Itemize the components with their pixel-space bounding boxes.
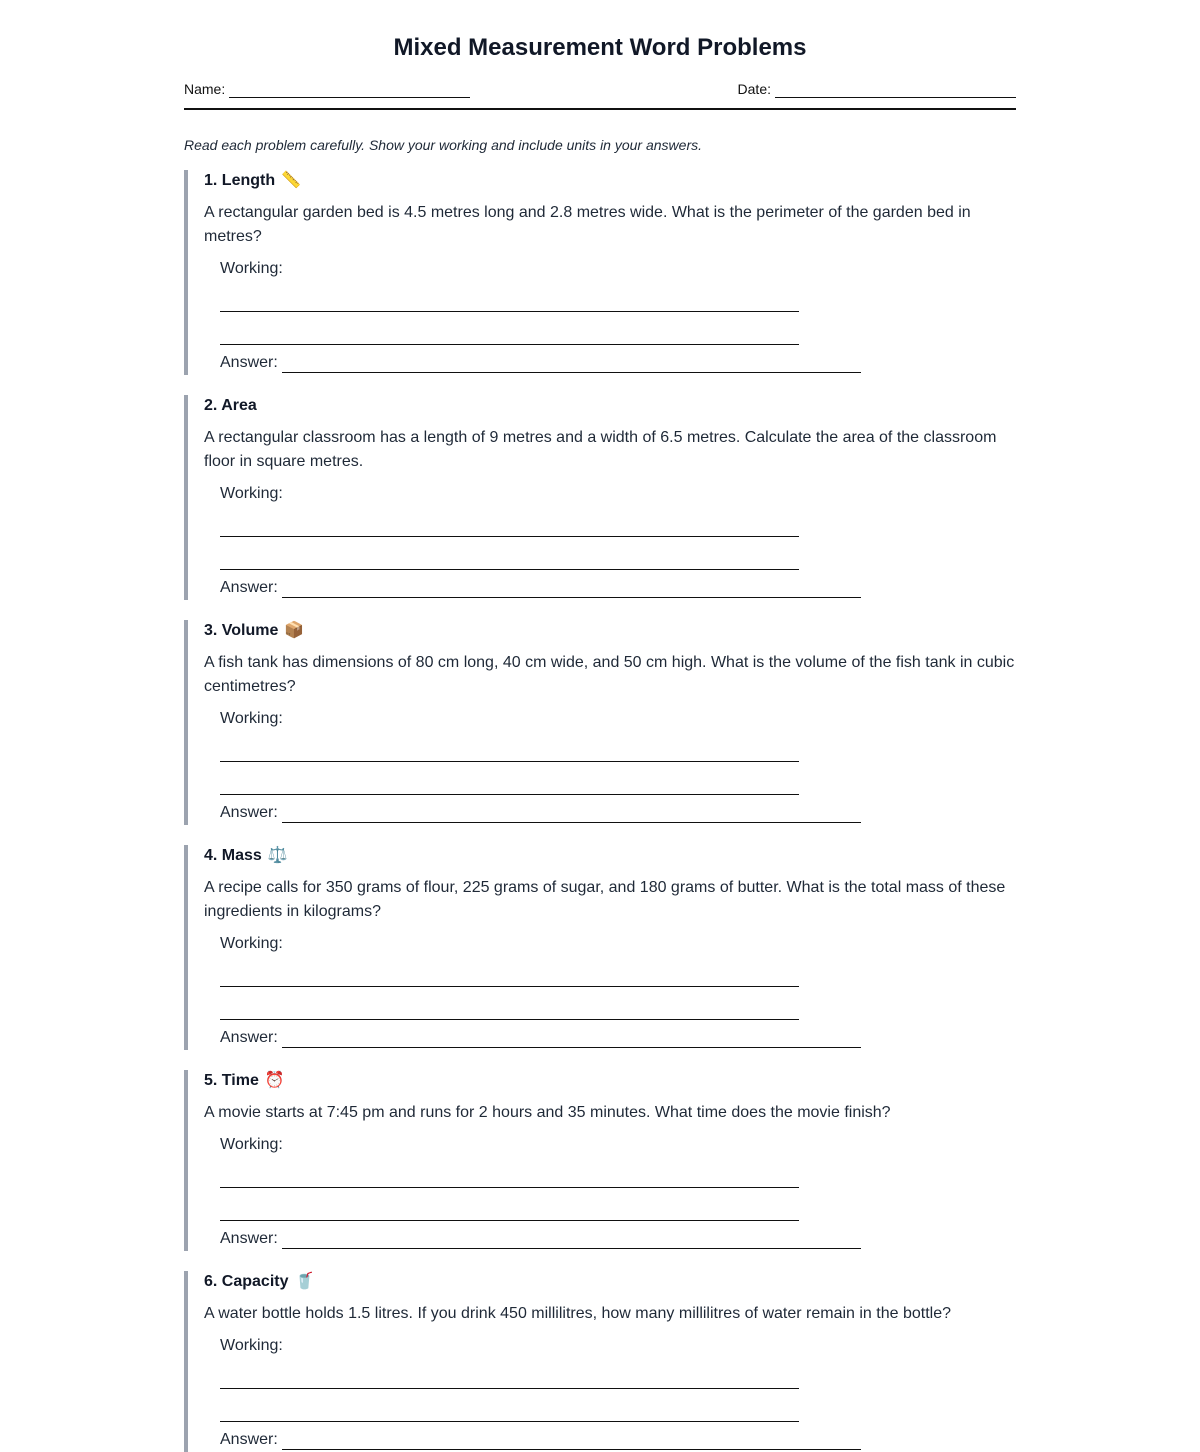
date-blank[interactable] [775, 81, 1016, 98]
answer-blank[interactable] [282, 1230, 861, 1249]
working-label: Working: [220, 1337, 283, 1354]
working-line[interactable] [220, 545, 799, 570]
working-line[interactable] [220, 512, 799, 537]
answer-row [220, 803, 1016, 825]
working-line[interactable] [220, 995, 799, 1020]
answer-label: Answer: [220, 1431, 278, 1448]
problem-heading [204, 396, 1016, 416]
problem-heading [204, 1071, 1016, 1091]
balance-scale-icon: ⚖️ [267, 847, 288, 864]
problem-heading-text: 3. Volume [204, 622, 279, 639]
problem-text: A recipe calls for 350 grams of flour, 225 grams of sugar, and 180 grams of butter. What is the total mass of these ingredients in kilograms? [204, 879, 1006, 920]
worksheet-page [184, 0, 1016, 1452]
answer-row [220, 353, 1016, 375]
problem-mass [184, 845, 1016, 1050]
name-blank[interactable] [229, 81, 470, 98]
problem-text: A rectangular garden bed is 4.5 metres long and 2.8 metres wide. What is the perimeter of the garden bed in metres? [204, 204, 971, 245]
problem-heading [204, 171, 1016, 191]
working-line[interactable] [220, 1196, 799, 1221]
date-label: Date: [737, 81, 771, 97]
working-line[interactable] [220, 287, 799, 312]
cup-with-straw-icon: 🥤 [294, 1273, 315, 1290]
problem-length [184, 170, 1016, 375]
working-label: Working: [220, 1136, 283, 1153]
problem-heading [204, 621, 1016, 641]
answer-blank[interactable] [282, 354, 861, 373]
name-field [184, 80, 470, 98]
worksheet-title: Mixed Measurement Word Problems [393, 34, 807, 61]
answer-row [220, 1229, 1016, 1251]
answer-label: Answer: [220, 1029, 278, 1046]
name-label: Name: [184, 81, 226, 97]
working-line[interactable] [220, 1364, 799, 1389]
answer-blank[interactable] [282, 1029, 861, 1048]
package-icon: 📦 [284, 622, 305, 639]
answer-blank[interactable] [282, 804, 861, 823]
work-area [204, 1336, 1016, 1452]
problem-heading-text: 1. Length [204, 172, 276, 189]
alarm-clock-icon: ⏰ [264, 1072, 285, 1089]
working-label: Working: [220, 935, 283, 952]
problem-heading-text: 6. Capacity [204, 1273, 289, 1290]
working-label: Working: [220, 710, 283, 727]
problem-heading [204, 846, 1016, 866]
header-fields [184, 80, 1016, 110]
problem-volume [184, 620, 1016, 825]
problem-text: A fish tank has dimensions of 80 cm long, 40 cm wide, and 50 cm high. What is the volume of the fish tank in cubic centimetres? [204, 654, 1015, 695]
working-line[interactable] [220, 320, 799, 345]
problem-heading-text: 4. Mass [204, 847, 262, 864]
answer-label: Answer: [220, 354, 278, 371]
answer-row [220, 578, 1016, 600]
work-area [204, 709, 1016, 825]
work-area [204, 484, 1016, 600]
working-line[interactable] [220, 1397, 799, 1422]
problem-heading [204, 1272, 1016, 1292]
problem-text: A movie starts at 7:45 pm and runs for 2 hours and 35 minutes. What time does the movie finish? [204, 1104, 891, 1121]
work-area [204, 259, 1016, 375]
work-area [204, 934, 1016, 1050]
problem-text: A rectangular classroom has a length of 9 metres and a width of 6.5 metres. Calculate the area of the classroom floor in square metres. [204, 429, 997, 470]
working-line[interactable] [220, 1163, 799, 1188]
instructions: Read each problem carefully. Show your working and include units in your answers. [184, 137, 703, 153]
working-label: Working: [220, 260, 283, 277]
problem-text: A water bottle holds 1.5 litres. If you drink 450 millilitres, how many millilitres of water remain in the bottle? [204, 1305, 951, 1322]
answer-row [220, 1430, 1016, 1452]
working-line[interactable] [220, 962, 799, 987]
working-label: Working: [220, 485, 283, 502]
problem-heading-text: 5. Time [204, 1072, 259, 1089]
working-line[interactable] [220, 737, 799, 762]
answer-blank[interactable] [282, 579, 861, 598]
answer-row [220, 1028, 1016, 1050]
ruler-icon: 📏 [281, 172, 302, 189]
problem-time [184, 1070, 1016, 1251]
working-line[interactable] [220, 770, 799, 795]
problem-area [184, 395, 1016, 600]
problem-capacity [184, 1271, 1016, 1452]
answer-label: Answer: [220, 1230, 278, 1247]
answer-blank[interactable] [282, 1431, 861, 1450]
problem-heading-text: 2. Area [204, 397, 257, 414]
answer-label: Answer: [220, 804, 278, 821]
work-area [204, 1135, 1016, 1251]
date-field [738, 80, 1016, 98]
answer-label: Answer: [220, 579, 278, 596]
